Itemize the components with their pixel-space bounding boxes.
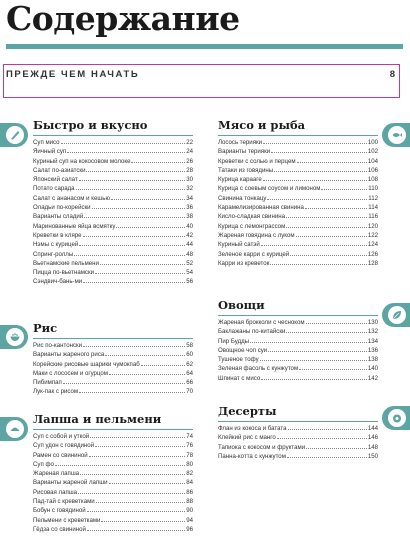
toc-item[interactable]	[33, 157, 193, 166]
toc-leader	[141, 360, 185, 366]
toc-list	[218, 318, 378, 383]
toc-leader	[105, 350, 185, 356]
toc-item-title: Курица с соевым соусом и лимоном	[218, 185, 321, 193]
toc-leader	[261, 374, 367, 380]
toc-item[interactable]	[33, 525, 193, 534]
toc-leader	[250, 337, 367, 343]
toc-item-page: 64	[186, 369, 193, 377]
rice-bowl-icon	[6, 328, 24, 346]
toc-item-title: Корейские рисовые шарики чумокпаб	[33, 360, 140, 368]
toc-item-page: 112	[368, 194, 378, 202]
toc-leader	[263, 138, 367, 144]
toc-item-title: Тушеное тофу	[218, 356, 259, 364]
toc-item-title: Зеленая фасоль с кунжутом	[218, 365, 299, 373]
toc-item-title: Бобун с говядиной	[33, 507, 86, 515]
toc-item[interactable]	[218, 147, 378, 156]
section-bystro	[33, 118, 193, 287]
toc-leader	[260, 355, 367, 361]
toc-leader	[67, 147, 185, 153]
toc-item-page: 96	[186, 525, 193, 533]
toc-item-title: Вьетнамские пельмени	[33, 259, 99, 267]
toc-item[interactable]	[33, 268, 193, 277]
toc-item-page: 148	[367, 443, 378, 451]
toc-item-page: 58	[186, 342, 193, 349]
toc-item[interactable]	[33, 259, 193, 268]
toc-item[interactable]	[33, 138, 193, 147]
toc-item[interactable]	[218, 355, 378, 364]
tab-deserty	[382, 406, 410, 430]
toc-item-page: 38	[186, 213, 193, 221]
toc-item-title: Потато сарада	[33, 185, 75, 193]
toc-item[interactable]	[33, 184, 193, 193]
toc-item-page: 138	[367, 356, 378, 364]
toc-leader	[267, 194, 367, 200]
toc-item-page: 78	[186, 451, 193, 459]
toc-item-page: 44	[186, 241, 193, 249]
toc-item[interactable]	[33, 166, 193, 175]
toc-item[interactable]	[218, 194, 378, 203]
toc-item-title: Лосось терияки	[218, 139, 263, 146]
tab-bystro	[0, 123, 28, 147]
toc-leader	[306, 318, 367, 324]
toc-item[interactable]	[33, 488, 193, 497]
knife-icon	[6, 126, 24, 144]
toc-leader	[290, 250, 367, 256]
toc-item[interactable]	[33, 469, 193, 478]
toc-item-title: Рамен со свининой	[33, 451, 88, 459]
toc-leader	[76, 184, 186, 190]
toc-leader	[306, 443, 367, 449]
fish-icon	[388, 126, 406, 144]
toc-item-title: Спринг-роллы	[33, 250, 74, 258]
toc-leader	[268, 346, 367, 352]
toc-item-title: Рис по-кантонски	[33, 342, 83, 349]
toc-item-page: 150	[367, 452, 378, 460]
toc-item-page: 142	[367, 374, 378, 382]
toc-leader	[83, 231, 186, 237]
toc-item[interactable]	[33, 147, 193, 156]
tab-myaso	[382, 123, 410, 147]
toc-item[interactable]	[218, 259, 378, 268]
toc-item-page: 104	[367, 157, 378, 165]
toc-list	[218, 424, 378, 461]
toc-item-page: 80	[186, 460, 193, 468]
toc-leader	[131, 157, 185, 163]
toc-item[interactable]	[218, 433, 378, 442]
toc-item-title: Панна-котта с кунжутом	[218, 452, 286, 460]
toc-item-page: 116	[368, 213, 378, 221]
toc-item[interactable]	[33, 369, 193, 378]
toc-item-page: 76	[186, 442, 193, 450]
toc-item-title: Яичный суп	[33, 148, 67, 156]
toc-item-page: 134	[367, 337, 378, 345]
toc-item[interactable]	[33, 432, 193, 441]
toc-item-page: 84	[186, 479, 193, 487]
toc-item[interactable]	[33, 175, 193, 184]
toc-item-page: 88	[186, 498, 193, 506]
toc-item-page: 56	[186, 278, 193, 286]
toc-leader	[80, 469, 185, 475]
toc-item[interactable]	[33, 460, 193, 469]
toc-item-page: 26	[186, 157, 193, 165]
toc-item-page: 122	[367, 231, 378, 239]
toc-leader	[287, 452, 367, 458]
page-title: Содержание	[6, 0, 240, 38]
toc-item[interactable]	[33, 341, 193, 350]
toc-item-title: Пад-тай с креветками	[33, 498, 95, 506]
toc-item[interactable]	[33, 516, 193, 525]
toc-leader	[83, 277, 185, 283]
toc-item-title: Маки с лососем и огурцом	[33, 369, 108, 377]
toc-item-title: Курица карааге	[218, 176, 262, 184]
toc-item-title: Пир Будды	[218, 337, 250, 345]
section-lapsha	[33, 412, 193, 534]
toc-item[interactable]	[218, 175, 378, 184]
toc-item[interactable]	[218, 203, 378, 212]
toc-item-title: Тапиока с кокосом и фруктами	[218, 443, 306, 451]
toc-leader	[95, 268, 185, 274]
section-deserty	[218, 404, 378, 461]
toc-item[interactable]	[33, 350, 193, 359]
leaf-icon	[388, 306, 406, 324]
toc-item[interactable]	[218, 318, 378, 327]
toc-item[interactable]	[218, 424, 378, 433]
toc-item[interactable]	[33, 231, 193, 240]
toc-item-page: 140	[367, 365, 378, 373]
toc-item-page: 48	[186, 250, 193, 258]
toc-item-page: 130	[367, 319, 378, 326]
toc-item[interactable]	[33, 222, 193, 231]
toc-leader	[321, 184, 367, 190]
toc-item-page: 66	[186, 379, 193, 387]
toc-leader	[109, 369, 185, 375]
toc-leader	[271, 147, 367, 153]
toc-item-title: Креветки в кляре	[33, 231, 82, 239]
toc-item-title: Баклажаны по-китайски	[218, 328, 286, 336]
toc-item-title: Куриный суп на кокосовом молоке	[33, 157, 131, 165]
toc-item-title: Суп мисо	[33, 139, 60, 146]
toc-leader	[297, 157, 367, 163]
toc-item-title: Сэндвич-бань-ми	[33, 278, 83, 286]
toc-item-page: 94	[186, 516, 193, 524]
toc-item-title: Куриный сатэй	[218, 241, 260, 249]
toc-item[interactable]	[218, 364, 378, 373]
toc-leader	[286, 222, 367, 228]
toc-item[interactable]	[33, 387, 193, 396]
section-title: Мясо и рыба	[218, 118, 378, 136]
toc-leader	[92, 203, 186, 209]
toc-leader	[299, 364, 367, 370]
toc-list	[218, 138, 378, 268]
toc-leader	[116, 222, 185, 228]
toc-item-page: 52	[186, 259, 193, 267]
toc-item-title: Жареная брокколи с чесноком	[218, 319, 305, 326]
toc-item-title: Овощное чоп суи	[218, 346, 268, 354]
section-title: Десерты	[218, 404, 378, 422]
toc-item-page: 144	[367, 425, 378, 432]
toc-item-page: 24	[186, 148, 193, 156]
toc-item-page: 40	[186, 222, 193, 230]
toc-item-page: 136	[367, 346, 378, 354]
toc-list	[33, 138, 193, 287]
toc-item[interactable]	[218, 166, 378, 175]
toc-item-title: Флан из кокоса и батата	[218, 425, 287, 432]
toc-leader	[296, 231, 367, 237]
toc-item[interactable]	[218, 157, 378, 166]
toc-item-title: Варианты терияки	[218, 148, 271, 156]
toc-item-title: Шпинат с мисо	[218, 374, 261, 382]
toc-leader	[109, 478, 186, 484]
toc-leader	[63, 378, 185, 384]
toc-leader	[305, 203, 367, 209]
toc-item-title: Жареная говядина с луком	[218, 231, 295, 239]
toc-item-title: Креветки с солью и перцем	[218, 157, 296, 165]
toc-item-title: Карамелизированная свинина	[218, 204, 304, 212]
toc-item-title: Салат по-азиатски	[33, 166, 86, 174]
toc-item-title: Зеленое карри с курицей	[218, 250, 290, 258]
toc-item-page: 82	[186, 470, 193, 478]
toc-item-page: 124	[367, 241, 378, 249]
toc-leader	[78, 488, 185, 494]
toc-item-title: Свинина тонкацу	[218, 194, 267, 202]
toc-item-page: 120	[367, 222, 378, 230]
toc-item-page: 34	[186, 194, 193, 202]
toc-item-title: Гёдза со свининой	[33, 525, 86, 533]
toc-item-page: 42	[186, 231, 193, 239]
toc-item-title: Японский салат	[33, 176, 78, 184]
toc-leader	[90, 432, 185, 438]
section-title: Лапша и пельмени	[33, 412, 193, 430]
toc-leader	[95, 441, 185, 447]
toc-item-title: Пицца по-вьетнамски	[33, 269, 95, 277]
toc-leader	[55, 460, 185, 466]
toc-item[interactable]	[33, 441, 193, 450]
toc-item[interactable]	[218, 327, 378, 336]
toc-item-title: Варианты сладий	[33, 213, 84, 221]
toc-leader	[79, 175, 186, 181]
toc-leader	[288, 424, 367, 430]
before-start-label: ПРЕЖДЕ ЧЕМ НАЧАТЬ	[6, 69, 140, 80]
toc-item-page: 54	[186, 269, 193, 277]
toc-leader	[79, 387, 185, 393]
toc-item-page: 110	[368, 185, 378, 193]
toc-item-title: Клейкий рис с манго	[218, 434, 276, 442]
toc-item-page: 36	[186, 204, 193, 212]
toc-leader	[111, 194, 185, 200]
toc-item[interactable]	[33, 212, 193, 221]
section-title: Рис	[33, 321, 193, 339]
toc-item-page: 28	[186, 166, 193, 174]
toc-list	[33, 341, 193, 397]
toc-item[interactable]	[218, 184, 378, 193]
toc-item-page: 100	[367, 139, 378, 146]
toc-item-page: 128	[367, 259, 378, 267]
toc-item-page: 86	[186, 488, 193, 496]
toc-item-title: Курица с лемонграссом	[218, 222, 286, 230]
toc-leader	[274, 166, 367, 172]
toc-item-page: 132	[367, 328, 378, 336]
toc-item-title: Варианты жареного риса	[33, 351, 105, 359]
toc-list	[33, 432, 193, 534]
title-rule	[6, 44, 403, 49]
toc-item[interactable]	[218, 240, 378, 249]
toc-leader	[79, 240, 185, 246]
toc-leader	[286, 327, 366, 333]
toc-item[interactable]	[218, 222, 378, 231]
toc-item-page: 60	[186, 351, 193, 359]
toc-item[interactable]	[33, 250, 193, 259]
toc-leader	[96, 497, 186, 503]
toc-item-page: 30	[186, 176, 193, 184]
toc-item-page: 62	[186, 360, 193, 368]
toc-item-page: 146	[367, 434, 378, 442]
toc-leader	[87, 506, 186, 512]
toc-leader	[263, 175, 367, 181]
toc-item-title: Татаки из говядины	[218, 166, 274, 174]
toc-item-title: Рисовая лапша	[33, 488, 78, 496]
toc-item-title: Нэмы с курицей	[33, 241, 79, 249]
toc-item-title: Пибимпап	[33, 379, 62, 387]
toc-item[interactable]	[218, 250, 378, 259]
toc-item[interactable]	[33, 360, 193, 369]
toc-item-title: Салат с ананасом и кешью	[33, 194, 111, 202]
toc-item[interactable]	[33, 478, 193, 487]
toc-item-page: 114	[368, 204, 378, 212]
toc-item-page: 32	[186, 185, 193, 193]
toc-item[interactable]	[33, 378, 193, 387]
toc-item-page: 102	[367, 148, 378, 156]
toc-item-page: 74	[186, 433, 193, 440]
toc-item[interactable]	[33, 203, 193, 212]
before-start-entry[interactable]	[3, 64, 400, 98]
section-title: Овощи	[218, 298, 378, 316]
toc-leader	[83, 341, 185, 347]
toc-item[interactable]	[218, 452, 378, 461]
toc-item[interactable]	[218, 337, 378, 346]
toc-item[interactable]	[218, 443, 378, 452]
tab-ris	[0, 325, 28, 349]
toc-item-title: Суп фо	[33, 460, 54, 468]
toc-item-page: 70	[186, 388, 193, 396]
toc-leader	[270, 259, 367, 265]
toc-leader	[87, 525, 185, 531]
toc-leader	[286, 212, 367, 218]
toc-leader	[101, 516, 185, 522]
tab-ovoshi	[382, 303, 410, 327]
toc-item-title: Варианты жареной лапши	[33, 479, 108, 487]
toc-item-page: 22	[186, 139, 193, 146]
dessert-icon	[388, 409, 406, 427]
toc-item-title: Пельмени с креветками	[33, 516, 101, 524]
tab-lapsha	[0, 417, 28, 441]
toc-item-title: Оладьи по-корейски	[33, 204, 91, 212]
section-myaso	[218, 118, 378, 268]
toc-item[interactable]	[33, 451, 193, 460]
toc-leader	[86, 166, 185, 172]
toc-leader	[84, 212, 185, 218]
toc-leader	[277, 433, 367, 439]
toc-item[interactable]	[218, 374, 378, 383]
toc-leader	[261, 240, 367, 246]
toc-item-title: Лук-пак с рисом	[33, 388, 79, 396]
toc-leader	[74, 250, 185, 256]
toc-leader	[89, 451, 186, 457]
toc-item-page: 106	[367, 166, 378, 174]
toc-item-page: 126	[367, 250, 378, 258]
before-start-page: 8	[389, 69, 395, 80]
section-ovoshi	[218, 298, 378, 383]
section-title: Быстро и вкусно	[33, 118, 193, 136]
toc-item[interactable]	[33, 194, 193, 203]
dumpling-icon	[6, 420, 24, 438]
toc-item-title: Суп с собой и уткой	[33, 433, 90, 440]
toc-leader	[61, 138, 186, 144]
toc-item[interactable]	[218, 346, 378, 355]
toc-item-title: Карри из креветок	[218, 259, 270, 267]
toc-item[interactable]	[33, 277, 193, 286]
section-ris	[33, 321, 193, 397]
toc-item[interactable]	[33, 506, 193, 515]
toc-item-page: 108	[367, 176, 378, 184]
toc-leader	[100, 259, 185, 265]
toc-item-title: Маринованные яйца всмятку	[33, 222, 116, 230]
toc-item-page: 90	[186, 507, 193, 515]
toc-item-title: Жареная лапша	[33, 470, 80, 478]
toc-item[interactable]	[218, 231, 378, 240]
toc-item[interactable]	[218, 212, 378, 221]
toc-item[interactable]	[33, 497, 193, 506]
toc-item[interactable]	[33, 240, 193, 249]
toc-item-title: Суп удон с говядиной	[33, 442, 95, 450]
toc-item[interactable]	[218, 138, 378, 147]
toc-item-title: Кисло-сладкая свинина	[218, 213, 285, 221]
